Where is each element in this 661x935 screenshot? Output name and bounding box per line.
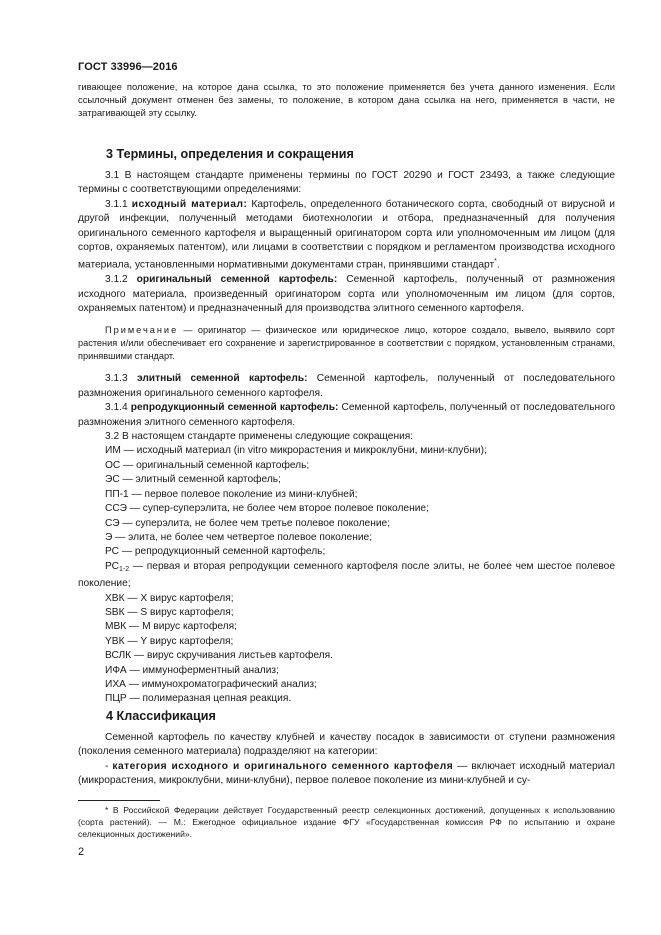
term-3-1-3-term: элитный семенной картофель: (136, 373, 308, 385)
abbreviation-item: ХВК — X вирус картофеля; (105, 592, 234, 604)
abbreviation-item: ССЭ — супер-суперэлита, не более чем второе полевое поколение; (105, 503, 429, 515)
footnote-text: * В Российской Федерации действует Государственный реестр селекционных достижений, допущенных к использованию (сорта растений). — М.: Ежегодное официальное издание ФГУ «Государственная комиссия РФ по испытанию и охране селекционных достижений». (78, 805, 615, 839)
abbreviation-item: СЭ — суперэлита, не более чем третье полевое поколение; (105, 517, 391, 529)
footnote-mark: * (494, 258, 497, 266)
abbreviation-item: ЭС — элитный семенной картофель; (105, 474, 281, 486)
paragraph-3-1: 3.1 В настоящем стандарте применены термины по ГОСТ 20290 и ГОСТ 23493, а также следующие термины с соответствующими определениями: (78, 170, 615, 196)
note-3-1-2 (78, 324, 615, 363)
paragraph-4-1: Семенной картофель по качеству клубней и качеству посадок в зависимости от ступени размножения (поколения семенного материала) подразделяют на категории: (78, 732, 615, 758)
abbreviation-item: ПП-1 — первое полевое поколение из мини-клубней; (105, 488, 358, 500)
abbreviation-item: ИМ — исходный материал (in vitro микрорастения и микроклубни, мини-клубни); (105, 445, 487, 457)
abbreviation-item: ИФА — иммуноферментный анализ; (105, 664, 279, 676)
abbreviation-list (78, 444, 615, 706)
term-3-1-2-term: оригинальный семенной картофель: (136, 274, 338, 286)
term-3-1-2-def: Семенной картофель, полученный от размножения исходного материала, произведенный оригинатором сорта или уполномоченным им лицом (для сортов, охраняемых патентом) и предназначенный для производства элитного семенного картофеля. (78, 274, 615, 315)
abbreviation-item: ПЦР — полимеразная цепная реакция. (105, 693, 292, 705)
footnote-divider (78, 800, 160, 801)
paragraph-4-2: - категория исходного и оригинального семенного картофеля — включает исходный материал (микрорастения, микроклубни, мини-клубни), первое полевое поколение из мини-клубней и су- (78, 760, 615, 787)
abbreviation-item: YВК — Y вирус картофеля; (105, 635, 234, 647)
abbreviation-item: ВСЛК — вирус скручивания листьев картофеля. (105, 650, 333, 662)
term-3-1-1-term: исходный материал: (131, 198, 248, 210)
term-3-1-1-def: Картофель, определенного ботанического сорта, свободный от вирусной и другой инфекции, полученный методами биотехнологии и отбора, предназначенный для получения оригинального семенного картофеля и выращенный оригинатором сорта или уполномоченным им лицом (для сортов, охраняемых патентом), или лицами в соответствии с порядком и регламентом производства исходного материала, установленными нормативными документами стран, принявшими стандарт (78, 198, 615, 271)
section-3-title: 3 Термины, определения и сокращения (106, 147, 354, 161)
term-3-1-2: 3.1.2 оригинальный семенной картофель: Семенной картофель, полученный от размножения исходного материала, произведенный оригинатором сорта или уполномоченным им лицом (для сортов, охраняемых патентом) и предназначенный для производства элитного семенного картофеля. (78, 274, 615, 315)
note-label: Примечание (105, 325, 179, 336)
abbreviation-item: Э — элита, не более чем четвертое полевое поколение; (105, 531, 373, 543)
category-term: категория исходного и оригинального семенного картофеля (112, 760, 454, 772)
term-3-1-4-def: Семенной картофель, полученный от последовательного размножения элитного семенного картофеля. (78, 402, 615, 428)
term-3-1-3: 3.1.3 элитный семенной картофель: Семенной картофель, полученный от последовательного размножения оригинального семенного картофеля. (78, 373, 616, 399)
document-header: ГОСТ 33996—2016 (78, 61, 178, 73)
paragraph-3-2: 3.2 В настоящем стандарте применены следующие сокращения: (105, 431, 414, 443)
term-3-1-1: 3.1.1 исходный материал: Картофель, определенного ботанического сорта, свободный от вирусной и другой инфекции, полученный методами биотехнологии и отбора, предназначенный для получения оригинального семенного картофеля и выращенный оригинатором сорта или уполномоченным им лицом (для сортов, охраняемых патентом), или лицами в соответствии с порядком и регламентом производства исходного материала, установленными нормативными документами стран, принявшими стандарт*. (78, 198, 615, 271)
page-number: 2 (78, 846, 85, 858)
section-3 (78, 146, 615, 707)
note-text: — оригинатор — физическое или юридическое лицо, которое создало, вывело, выявило сорт растения и/или обеспечивает его сохранение и зарегистрированное в соответствии с порядком, установленным странами, принявшими стандарт. (78, 325, 615, 362)
intro-text: гивающее положение, на которое дана ссылка, то это положение применяется без учета данного изменения. Если ссылочный документ отменен без замены, то положение, в котором дана ссылка на него, применяется в части, не затрагивающей эту ссылку. (78, 81, 615, 118)
section-4 (78, 708, 615, 789)
abbreviation-item-rc12: $РС_{1-2}$ — первая и вторая репродукции семенного картофеля после элиты, не более чем шестое полевое поколение; (78, 560, 615, 590)
abbreviation-item: РС — репродукционный семенной картофель; (105, 546, 326, 558)
abbreviation-item: МВК — М вирус картофеля; (105, 621, 237, 633)
abbreviation-item: ИХА — иммунохроматографический анализ; (105, 678, 317, 690)
abbreviation-item: ОС — оригинальный семенной картофель; (105, 459, 310, 471)
footnote (78, 804, 615, 840)
intro-paragraph (78, 80, 615, 119)
term-3-1-3-def: Семенной картофель, полученный от последовательного размножения оригинального семенного картофеля. (78, 373, 616, 399)
term-3-1-4-term: репродукционный семенной картофель: (130, 402, 339, 414)
term-3-1-4: 3.1.4 репродукционный семенной картофель: Семенной картофель, полученный от последовательного размножения элитного семенного картофеля. (78, 402, 615, 428)
abbreviation-item: SВК — S вирус картофеля; (105, 606, 234, 618)
section-4-title: 4 Классификация (106, 709, 216, 723)
